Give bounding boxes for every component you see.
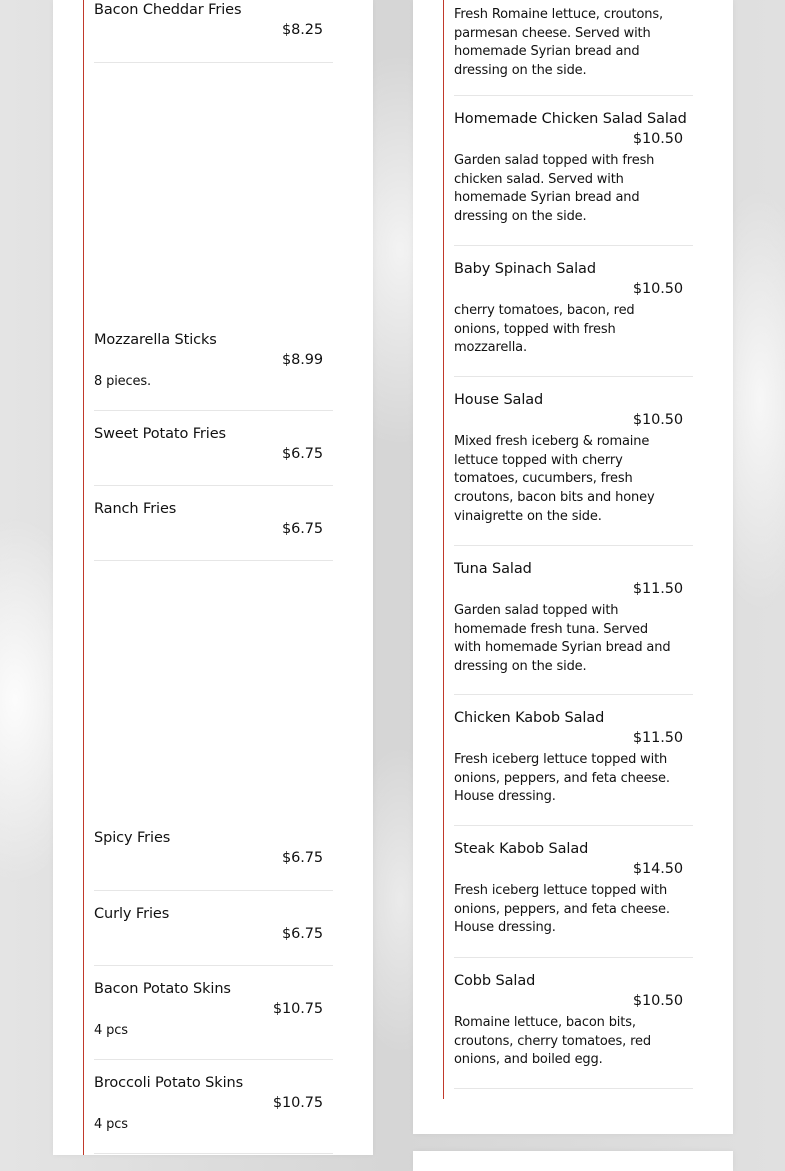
item-description: Romaine lettuce, bacon bits, croutons, cherry tomatoes, red onions, and boiled egg. [454,1015,651,1068]
menu-item[interactable] [94,904,333,965]
separator [94,1059,333,1060]
item-price: $10.50 [632,281,683,297]
item-name: Steak Kabob Salad [454,841,589,857]
separator [454,957,693,958]
separator [94,890,333,891]
separator [94,1153,333,1154]
menu-item[interactable] [94,424,333,485]
item-name: House Salad [454,392,544,408]
menu-item[interactable] [454,109,693,245]
separator [94,410,333,411]
separator [94,62,333,63]
item-price: $8.99 [281,352,323,368]
item-price: $14.50 [632,861,683,877]
item-name: Bacon Cheddar Fries [94,2,242,18]
menu-item[interactable] [454,708,693,825]
item-price: $6.75 [281,850,323,866]
menu-card-next [413,1151,733,1171]
separator [454,245,693,246]
item-price: $10.75 [272,1095,323,1111]
item-name: Baby Spinach Salad [454,261,596,277]
menu-item[interactable] [454,559,693,694]
item-price: $11.50 [632,730,683,746]
separator [454,694,693,695]
item-price: $6.75 [281,521,323,537]
item-name: Homemade Chicken Salad Salad [454,111,687,127]
item-name: Broccoli Potato Skins [94,1075,244,1091]
item-name: Bacon Potato Skins [94,981,231,997]
menu-item[interactable] [454,839,693,957]
menu-item[interactable] [454,259,693,376]
item-name: Mozzarella Sticks [94,332,217,348]
item-price: $10.50 [632,993,683,1009]
menu-item[interactable] [94,1073,333,1153]
menu-item[interactable] [94,499,333,560]
item-description: 8 pieces. [94,374,151,389]
accent-line-right [443,0,444,1099]
menu-item[interactable] [94,979,333,1059]
item-description: 4 pcs [94,1117,128,1132]
item-price: $10.50 [632,412,683,428]
menu-item[interactable] [94,330,333,410]
item-description: Garden salad topped with fresh chicken salad. Served with homemade Syrian bread and dressing on the side. [454,153,655,225]
menu-item[interactable] [454,971,693,1088]
item-description: Garden salad topped with homemade fresh tuna. Served with homemade Syrian bread and dressing on the side. [454,603,671,675]
item-description: Fresh iceberg lettuce topped with onions, peppers, and feta cheese. House dressing. [454,883,670,936]
item-description: Fresh iceberg lettuce topped with onions, peppers, and feta cheese. House dressing. [454,752,670,805]
menu-item[interactable] [94,828,333,890]
item-name: Chicken Kabob Salad [454,710,605,726]
menu-item[interactable] [454,390,693,545]
item-price: $6.75 [281,926,323,942]
separator [454,376,693,377]
separator [94,560,333,561]
separator [454,95,693,96]
separator [454,1088,693,1089]
item-description: Fresh Romaine lettuce, croutons, parmesan cheese. Served with homemade Syrian bread and dressing on the side. [454,7,663,79]
item-name: Curly Fries [94,906,170,922]
separator [94,965,333,966]
item-name: Ranch Fries [94,501,177,517]
separator [454,545,693,546]
item-description: cherry tomatoes, bacon, red onions, topped with fresh mozzarella. [454,303,635,356]
menu-item[interactable] [94,0,333,62]
separator [94,485,333,486]
item-price: $8.25 [281,22,323,38]
separator [454,825,693,826]
item-description: Mixed fresh iceberg & romaine lettuce topped with cherry tomatoes, cucumbers, fresh croutons, bacon bits and honey vinaigrette on the side. [454,434,655,524]
item-name: Sweet Potato Fries [94,426,226,442]
item-name: Cobb Salad [454,973,536,989]
item-name: Tuna Salad [454,561,532,577]
accent-line-left [83,0,84,1155]
item-description: 4 pcs [94,1023,128,1038]
item-price: $6.75 [281,446,323,462]
item-price: $11.50 [632,581,683,597]
item-price: $10.75 [272,1001,323,1017]
item-name: Spicy Fries [94,830,171,846]
item-price: $10.50 [632,131,683,147]
